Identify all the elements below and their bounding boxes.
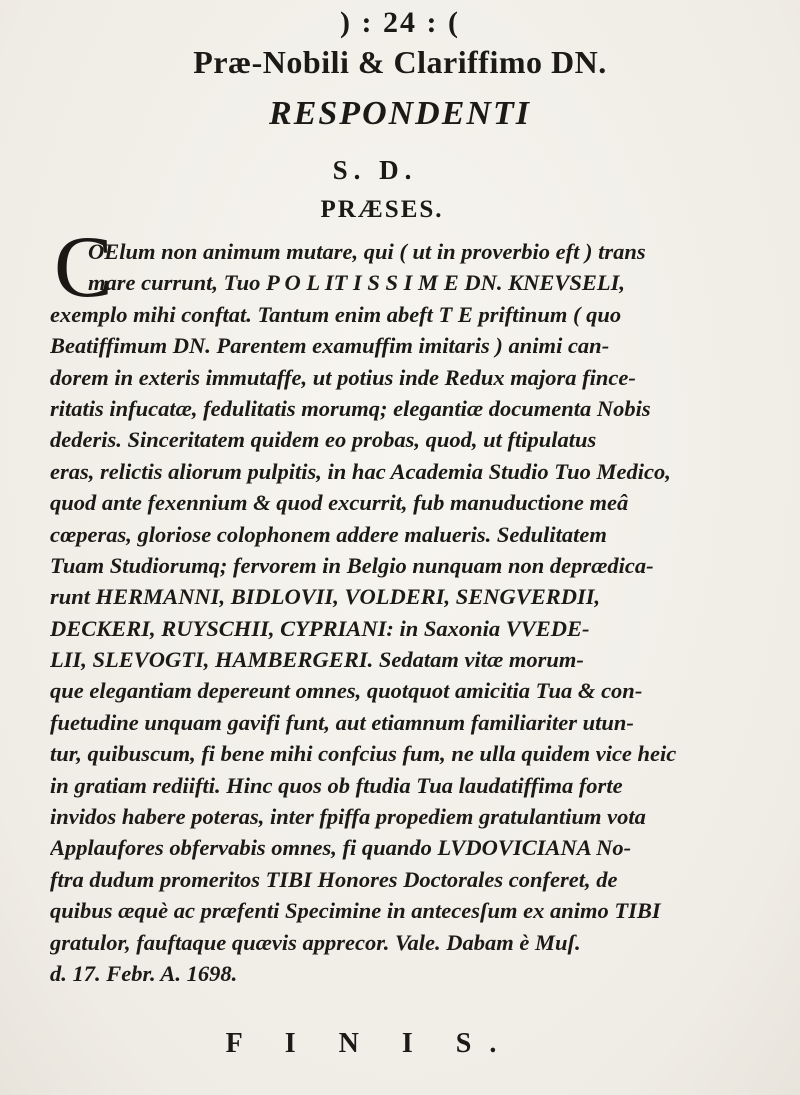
text-line: cœperas, gloriose colophonem addere malueris. Sedulitatem [50, 521, 607, 547]
salutem-dicit: S. D. [332, 155, 418, 185]
text-line: invidos habere poteras, inter fpiffa propediem gratulantium vota [50, 804, 646, 830]
letter-body [50, 236, 780, 989]
dedication-title: Præ-Nobili & Clariffimo DN. [193, 44, 607, 80]
text-line: mare currunt, Tuo P O L IT I S S I M E DN. KNEVSELI, [88, 270, 625, 296]
text-line: runt HERMANNI, BIDLOVII, VOLDERI, SENGVERDII, [50, 584, 601, 610]
text-line: quibus æquè ac præfenti Specimine in antecesſum ex animo TIBI [50, 898, 661, 924]
text-line: d. 17. Febr. A. 1698. [50, 960, 238, 986]
text-line: exemplo mihi conftat. Tantum enim abeft T E priftinum ( quo [50, 301, 622, 327]
text-line: tur, quibuscum, fi bene mihi confcius fum, ne ulla quidem vice heic [50, 741, 677, 767]
text-line: in gratiam rediifti. Hinc quos ob ftudia Tua laudatiffima forte [50, 772, 623, 798]
text-line: ftra dudum promeritos TIBI Honores Doctorales conferet, de [50, 866, 618, 892]
text-line: Applaufores obfervabis omnes, fi quando LVDOVICIANA No- [50, 835, 632, 861]
text-line: ritatis infucatæ, fedulitatis morumq; elegantiæ documenta Nobis [50, 395, 651, 421]
text-line: DECKERI, RUYSCHII, CYPRIANI: in Saxonia VVEDE- [50, 615, 590, 641]
text-line: dorem in exteris immutaffe, ut potius inde Redux majora fince- [50, 364, 636, 390]
text-line: que elegantiam depereunt omnes, quotquot amicitia Tua & con- [50, 678, 643, 704]
praeses-heading: PRÆSES. [320, 196, 444, 223]
text-line: Tuam Studiorumq; fervorem in Belgio nunquam non deprædica- [50, 552, 654, 578]
text-line: dederis. Sinceritatem quidem eo probas, quod, ut ftipulatus [50, 427, 597, 453]
drop-cap: C [54, 219, 113, 316]
text-line: eras, relictis aliorum pulpitis, in hac Academia Studio Tuo Medico, [50, 458, 671, 484]
finis: F I N I S. [225, 1028, 515, 1059]
text-line: gratulor, fauftaque quævis apprecor. Vale. Dabam è Muſ. [50, 929, 581, 955]
text-line: LII, SLEVOGTI, HAMBERGERI. Sedatam vitæ morum- [50, 647, 584, 673]
text-line: quod ante fexennium & quod excurrit, fub manuductione meâ [50, 490, 629, 516]
respondenti-heading: RESPONDENTI [269, 95, 531, 132]
page-number: ) : 24 : ( [340, 6, 460, 39]
text-line: Beatiffimum DN. Parentem examuffim imitaris ) animi can- [50, 333, 610, 359]
text-line: fuetudine unquam gavifi funt, aut etiamnum familiariter utun- [50, 709, 634, 735]
text-line: OElum non animum mutare, qui ( ut in proverbio eft ) trans [88, 239, 646, 264]
